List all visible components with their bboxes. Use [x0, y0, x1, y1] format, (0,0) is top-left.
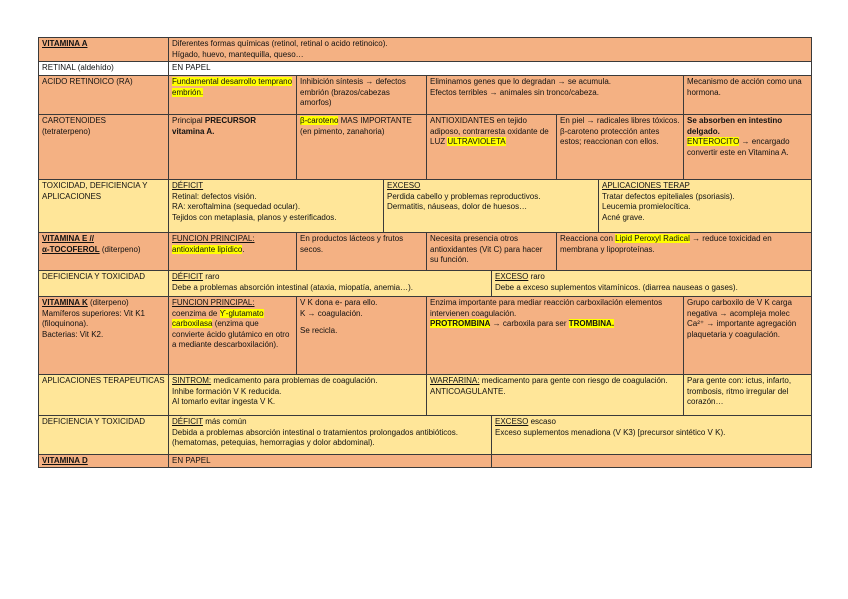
applications-line-3: Acné grave.: [602, 212, 645, 222]
vitamin-e-c3-cell: [426, 232, 557, 271]
retinoic-acid-c3-cell: [426, 75, 684, 115]
retinoic-acid-c4-cell: [683, 75, 812, 115]
vitamin-e-title: VITAMINA E //: [42, 234, 94, 243]
carboxyl-group-text: Grupo carboxilo de V K carga negativa → acompleja molec Ca²⁺ → importante agregación plaquetaria y coagulación.: [687, 298, 797, 339]
excess-line-1: Perdida cabello y problemas reproductivos.: [387, 191, 541, 201]
prothrombin-arrow-text: → carboxila para ser: [490, 319, 569, 329]
sintrom-inhibits-text: Inhibe formación V K reducida.: [172, 386, 282, 396]
retinoic-acid-embryo-text: Fundamental desarrollo temprano embrión.: [172, 77, 293, 97]
thrombin-highlight: TROMBINA.: [568, 319, 615, 329]
patients-text: Para gente con: ictus, infarto, trombosis, ritmo irregular del corazón…: [687, 376, 792, 407]
excess-e-rare: raro: [528, 272, 545, 281]
excess-line-2: Dermatitis, náuseas, dolor de huesos…: [387, 202, 528, 212]
carotenoids-sublabel: (tetraterpeno): [42, 126, 91, 136]
applications-k-label: APLICACIONES TERAPEUTICAS: [42, 376, 165, 385]
vitamin-k-label-cell: [38, 296, 169, 375]
applications-k-warfarin-cell: [426, 374, 684, 416]
retinoic-acid-label-cell: [38, 75, 169, 115]
beta-carotene-text: MAS IMPORTANTE (en pimento, zanahoria): [300, 116, 412, 136]
vitamin-e-c4-cell: [556, 232, 812, 271]
deficiency-e-deficit-cell: [168, 270, 492, 297]
sintrom-avoid-text: Al tomarlo evitar ingesta V K.: [172, 397, 276, 407]
antioxidant-text: ANTIOXIDANTES en tejido adiposo, contrarresta oxidante de LUZ: [430, 116, 549, 147]
tocopherol-type: (diterpeno): [99, 244, 141, 254]
toxicity-a-applications-cell: [598, 179, 812, 233]
vitamin-a-label-cell: [38, 37, 169, 62]
deficit-k-heading: DÉFICIT: [172, 417, 203, 426]
vitamin-k-type: (diterpeno): [87, 298, 129, 307]
applications-k-sintrom-cell: [168, 374, 427, 416]
sintrom-heading: SINTROM:: [172, 376, 212, 385]
applications-k-label-cell: [38, 374, 169, 416]
ultraviolet-highlight: ULTRAVIOLETA: [447, 137, 506, 147]
deficit-line-1: Retinal: defectos visión.: [172, 191, 257, 201]
carotenoids-label: CAROTENOIDES: [42, 116, 107, 125]
absorption-text: Se absorben en intestino delgado.: [687, 116, 783, 136]
applications-line-2: Leucemia promielocítica.: [602, 202, 691, 212]
deficit-e-heading: DÉFICIT: [172, 272, 203, 281]
vitamin-e-c1-cell: [168, 232, 297, 271]
vitamin-a-forms: Diferentes formas químicas (retinol, retinal o acido retinoico).: [172, 39, 388, 48]
carotenoids-precursor-text: PRECURSOR: [204, 116, 257, 125]
retinoic-acid-inhibition-text: Inhibición síntesis → defectos embrión (brazos/cabezas amorfos): [300, 77, 406, 108]
deficiency-e-label-cell: [38, 270, 169, 297]
deficit-line-3: Tejidos con metaplasia, planos y esterificados.: [172, 212, 337, 222]
vitamin-k-c3-cell: [426, 296, 684, 375]
excess-e-heading: EXCESO: [495, 272, 529, 281]
excess-k-scarce: escaso: [528, 417, 556, 426]
deficit-e-text: Debe a problemas absorción intestinal (ataxia, miopatía, anemia…).: [172, 282, 414, 292]
carotenoids-c1-cell: [168, 114, 297, 180]
retinal-label-cell: [38, 61, 169, 76]
vitamin-d-label-cell: [38, 454, 169, 468]
vitamin-k-title: VITAMINA K: [42, 298, 88, 307]
carboxylase-text: (enzima que convierte ácido glutámico en otro a mediante descarboxilación).: [172, 319, 290, 350]
vitamin-a-title: VITAMINA A: [42, 39, 88, 48]
applications-line-1: Tratar defectos epiteliales (psoriasis).: [602, 191, 735, 201]
carotenoids-vitamin-a-text: vitamina A.: [172, 126, 215, 136]
prothrombin-highlight: PROTROMBINA: [430, 319, 491, 329]
retinoic-acid-label: ACIDO RETINOICO (RA): [42, 77, 133, 86]
excess-k-text: Exceso suplementos menadiona (V K3) [precursor sintético V K).: [495, 427, 726, 437]
vitamin-e-sources-text: En productos lácteos y frutos secos.: [300, 234, 404, 254]
deficiency-k-excess-cell: [491, 415, 812, 455]
carboxylase-highlight: ϒ-glutamato carboxilasa: [172, 308, 264, 329]
carotenoids-c5-cell: [683, 114, 812, 180]
vitamin-e-toxicity-text: → reduce toxicidad en membrana y lipoproteínas.: [560, 234, 772, 254]
retinoic-acid-genes-text: Eliminamos genes que lo degradan → se acumula.: [430, 77, 611, 86]
deficit-k-text: Debida a problemas absorción intestinal o tratamientos prolongados antibióticos. (hematomas, petequias, hemorragias y dolor abdominal).: [172, 427, 458, 448]
beta-carotene-highlight: β-caroteno: [300, 116, 339, 125]
retinal-value: EN PAPEL: [172, 63, 211, 72]
warfarin-heading: WARFARINA:: [430, 376, 480, 385]
retinoic-acid-mechanism-text: Mecanismo de acción como una hormona.: [687, 77, 802, 97]
toxicity-a-label-cell: [38, 179, 169, 233]
toxicity-a-label: TOXICIDAD, DEFICIENCIA Y APLICACIONES: [42, 181, 148, 201]
vitamin-k-c1-cell: [168, 296, 297, 375]
vitamin-e-label-cell: [38, 232, 169, 271]
vitamin-d-value: EN PAPEL: [172, 456, 211, 465]
retinoic-acid-effects-text: Efectos terribles → animales sin tronco/cabeza.: [430, 87, 599, 97]
deficiency-e-excess-cell: [491, 270, 812, 297]
toxicity-a-deficit-cell: [168, 179, 384, 233]
vitamin-e-vitc-text: Necesita presencia otros antioxidantes (Vit C) para hacer su función.: [430, 234, 543, 265]
deficit-line-2: RA: xeroftalmina (sequedad ocular).: [172, 202, 301, 212]
toxicity-a-excess-cell: [383, 179, 599, 233]
retinoic-acid-c2-cell: [296, 75, 427, 115]
retinoic-acid-c1-cell: [168, 75, 297, 115]
excess-e-text: Debe a exceso suplementos vitamínicos. (diarrea nauseas o gases).: [495, 282, 738, 292]
deficiency-e-label: DEFICIENCIA Y TOXICIDAD: [42, 272, 145, 281]
carotenoids-label-cell: [38, 114, 169, 180]
lipid-peroxyl-highlight: Lipid Peroxyl Radical: [615, 234, 690, 243]
vitamin-k1-text: Mamíferos superiores: Vit K1 (filoquinona).: [42, 308, 146, 329]
deficiency-k-label-cell: [38, 415, 169, 455]
coenzyme-text: coenzima de: [172, 308, 220, 318]
enzyme-carboxylation-text: Enzima importante para mediar reacción carboxilación elementos intervienen coagulación.: [430, 298, 663, 318]
applications-heading: APLICACIONES TERAP: [602, 181, 690, 190]
vitamin-k-recycle-text: Se recicla.: [300, 326, 338, 336]
tocopherol-title: α-TOCOFEROL: [42, 244, 100, 254]
vitamin-d-title: VITAMINA D: [42, 456, 88, 465]
vitamin-e-reacts-text: Reacciona con: [560, 234, 616, 243]
vitamin-k-c4-cell: [683, 296, 812, 375]
excess-k-heading: EXCESO: [495, 417, 529, 426]
deficit-k-common: más común: [202, 417, 247, 426]
carotenoids-c3-cell: [426, 114, 557, 180]
deficit-heading: DÉFICIT: [172, 181, 204, 190]
carotenoids-c2-cell: [296, 114, 427, 180]
deficiency-k-deficit-cell: [168, 415, 492, 455]
vitamin-e-function-heading: FUNCION PRINCIPAL:: [172, 234, 255, 243]
vitamin-k2-text: Bacterias: Vit K2.: [42, 329, 104, 339]
carotenoids-c4-cell: [556, 114, 684, 180]
enterocyte-highlight: ENTEROCITO: [687, 137, 740, 147]
vitamin-e-c2-cell: [296, 232, 427, 271]
deficiency-k-label: DEFICIENCIA Y TOXICIDAD: [42, 417, 145, 426]
enterocyte-text: → encargado convertir este en Vitamina A.: [687, 137, 790, 157]
vitamin-a-desc-cell: [168, 37, 812, 62]
retinal-value-cell: [168, 61, 812, 76]
deficit-e-rare: raro: [202, 272, 220, 281]
excess-heading: EXCESO: [387, 181, 421, 190]
applications-k-patients-cell: [683, 374, 812, 416]
warfarin-text: medicamento para gente con riesgo de coagulación. ANTICOAGULANTE.: [430, 376, 668, 396]
vitamin-a-sources: Hígado, huevo, mantequilla, queso…: [172, 49, 304, 59]
lipid-antioxidant-highlight: antioxidante lipídico: [172, 244, 243, 254]
vitamin-k-function-heading: FUNCION PRINCIPAL:: [172, 298, 255, 307]
vitamin-k-coagulation-text: K → coagulación.: [300, 308, 363, 318]
vitamin-k-c2-cell: [296, 296, 427, 375]
vitamin-k-electron-text: V K dona e- para ello.: [300, 298, 378, 307]
lipid-antioxidant-dot: .: [242, 244, 245, 254]
vitamin-d-value-cell: [168, 454, 492, 468]
vitamin-d-empty-cell: [491, 454, 812, 468]
carotenoids-principal-text: Principal: [172, 116, 205, 125]
retinal-label: RETINAL (aldehído): [42, 63, 114, 72]
sintrom-text: medicamento para problemas de coagulación.: [211, 376, 378, 385]
skin-radicals-text: En piel → radicales libres tóxicos. β-caroteno protección antes estos; reaccionan con ellos.: [560, 116, 680, 147]
